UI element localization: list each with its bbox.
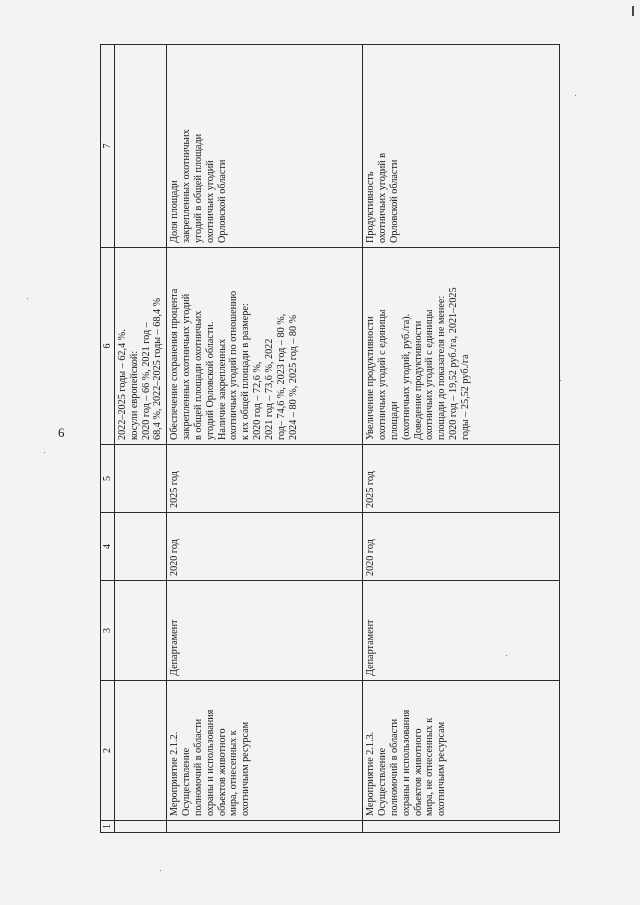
cell-number [167, 821, 363, 833]
measures-table [100, 44, 560, 833]
rotated-table-page [100, 45, 545, 833]
header-col-5: 5 [101, 445, 115, 513]
cell-line: охотничьих угодий по отношению [228, 290, 240, 440]
cell-line: 2020 год – 19,52 руб./га, 2021–2025 [448, 287, 460, 440]
cell-line: Орловской области [388, 159, 400, 243]
cell-line: Обеспечение сохранения процента [169, 288, 181, 440]
cell-line: к их общей площади в размере: [240, 303, 252, 440]
cell-line: объектов животного [412, 728, 424, 816]
cell-line: Доля площади [169, 180, 181, 243]
cell-number [115, 821, 167, 833]
table-row [115, 45, 167, 833]
cell-line: закрепленных охотничьих угодий [181, 293, 193, 440]
header-col-3: 3 [101, 581, 115, 681]
cell-expected-result [167, 248, 363, 445]
cell-line: охотничьим ресурсам [436, 721, 448, 816]
cell-line: площади [388, 401, 400, 440]
scan-speck [27, 298, 28, 299]
cell-start-year [115, 513, 167, 581]
cell-line: площади до показателя не менее: [436, 295, 448, 440]
cell-line: охотничьих угодий в [377, 153, 389, 243]
cell-line: Осуществление [181, 747, 193, 816]
cell-line: Продуктивность [365, 171, 377, 243]
cell-measure [363, 681, 560, 821]
cell-line: год– 74,6 %, 2023 год – 80 %, [275, 313, 287, 440]
cell-line: охраны и использования [400, 709, 412, 816]
cell-indicator [363, 45, 560, 248]
cell-line: Мероприятие 2.1.2. [169, 731, 181, 816]
cell-line: закрепленных охотничьих [181, 129, 193, 243]
cell-line: полномочий в области [388, 718, 400, 816]
cell-executor: Департамент [167, 581, 363, 681]
cell-line: Осуществление [377, 747, 389, 816]
header-row [101, 45, 115, 833]
cell-line: угодий Орловской области. [204, 321, 216, 440]
cell-line: Мероприятие 2.1.3. [365, 731, 377, 816]
cell-start-year: 2020 год [363, 513, 560, 581]
cell-line: 2024 – 80 %, 2025 год – 80 % [287, 314, 299, 440]
scan-speck [160, 870, 161, 871]
cell-expected-result [115, 248, 167, 445]
scan-speck [506, 655, 507, 656]
cell-line: (охотничьих угодий, руб./га). [400, 313, 412, 440]
cell-measure [167, 681, 363, 821]
header-col-4: 4 [101, 513, 115, 581]
cell-line: в общей площади охотничьих [192, 310, 204, 440]
cell-end-year [115, 445, 167, 513]
cell-expected-result [363, 248, 560, 445]
cell-line: охотничьих угодий [204, 160, 216, 243]
cell-line: 2022–2025 годы – 62,4 %. [117, 329, 128, 440]
cell-line: охраны и использования [204, 709, 216, 816]
cell-line: Доведение продуктивности [412, 320, 424, 440]
cell-line: мира, отнесенных к [228, 730, 240, 816]
cell-line: полномочий в области [192, 718, 204, 816]
cell-line: мира, не отнесенных к [424, 717, 436, 816]
cell-line: Наличие закрепленных [216, 338, 228, 440]
header-col-6: 6 [101, 248, 115, 445]
scan-speck [632, 6, 634, 16]
cell-measure [115, 681, 167, 821]
cell-indicator [115, 45, 167, 248]
cell-line: 2020 год – 72,6 %, [252, 361, 264, 440]
cell-line: 68,4 %, 2022–2025 годы – 68,4 % [152, 297, 164, 440]
scan-speck [44, 452, 45, 453]
cell-line: 2021 год – 73,6 %, 2022 [263, 338, 275, 440]
cell-indicator [167, 45, 363, 248]
page-number: 6 [58, 425, 65, 440]
scan-speck [560, 380, 561, 381]
cell-executor [115, 581, 167, 681]
cell-line: Орловской области [216, 159, 228, 243]
cell-end-year: 2025 год [167, 445, 363, 513]
cell-line: объектов животного [216, 728, 228, 816]
cell-line: угодий в общей площади [192, 133, 204, 243]
cell-start-year: 2020 год [167, 513, 363, 581]
cell-line: охотничьих угодий с единицы [377, 309, 389, 440]
header-col-7: 7 [101, 45, 115, 248]
cell-number [363, 821, 560, 833]
cell-line: Увеличение продуктивности [365, 316, 377, 440]
header-col-2: 2 [101, 681, 115, 821]
cell-line: годы – 25,52 руб./га [459, 354, 471, 440]
scan-speck [575, 95, 576, 96]
header-col-1: 1 [101, 821, 115, 833]
table-row [167, 45, 363, 833]
cell-line: охотничьим ресурсам [240, 721, 252, 816]
cell-line: охотничьих угодий с единицы [424, 309, 436, 440]
cell-line: косули европейской: [128, 350, 140, 440]
cell-line: 2020 год – 66 %, 2021 год – [140, 322, 152, 440]
cell-executor: Департамент [363, 581, 560, 681]
table-row [363, 45, 560, 833]
cell-end-year: 2025 год [363, 445, 560, 513]
